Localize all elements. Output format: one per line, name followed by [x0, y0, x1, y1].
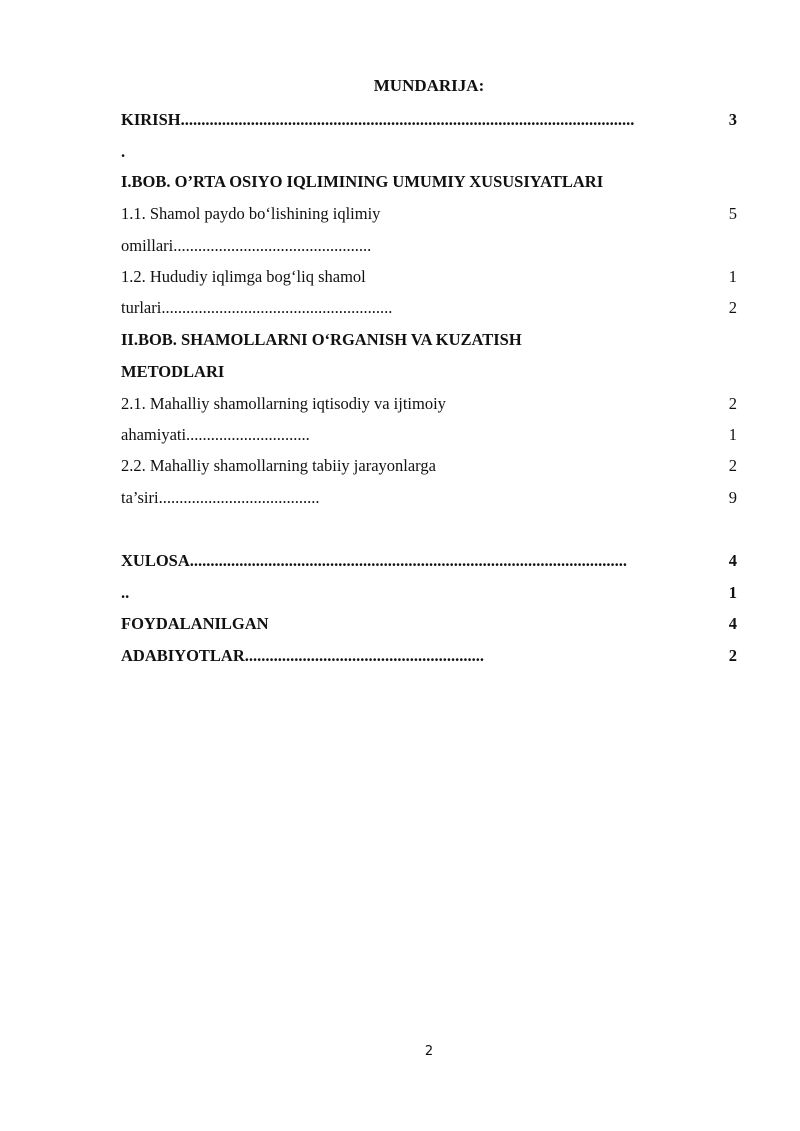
toc-section-2-2[interactable]: [121, 455, 737, 477]
toc-entry-text: ..: [121, 583, 130, 602]
toc-section-1-1[interactable]: [121, 203, 737, 225]
toc-page-number: 1: [728, 583, 737, 602]
toc-entry-text: FOYDALANILGAN: [121, 614, 269, 633]
toc-page-number: 1: [728, 425, 737, 444]
toc-entry-kirish[interactable]: [121, 109, 737, 131]
toc-entry-text: .: [121, 142, 126, 161]
toc-page-number: 1: [728, 267, 737, 286]
toc-page-number: 2: [728, 646, 737, 665]
page-title: MUNDARIJA:: [373, 76, 485, 95]
toc-page-number: 4: [728, 551, 737, 570]
toc-page-number: 9: [728, 488, 737, 507]
toc-chapter-1[interactable]: [121, 171, 737, 193]
toc-entry-text: 2.2. Mahalliy shamollarning tabiiy jarayonlarga: [121, 456, 436, 475]
toc-entry-text: XULOSA..........................................................................................................: [121, 551, 628, 570]
toc-entry-text: 1.1. Shamol paydo bo‘lishining iqlimiy: [121, 204, 381, 223]
toc-entry-text: omillari................................................: [121, 236, 372, 255]
toc-entry-text: KIRISH..............................................................................................................: [121, 110, 635, 129]
toc-section-2-2-cont[interactable]: [121, 487, 737, 509]
toc-chapter-2[interactable]: [121, 329, 737, 351]
toc-page-number: 2: [728, 298, 737, 317]
toc-entry-xulosa-cont[interactable]: [121, 582, 737, 604]
toc-entry-references-cont[interactable]: [121, 645, 737, 667]
toc-section-2-1-cont[interactable]: [121, 424, 737, 446]
toc-entry-xulosa[interactable]: [121, 550, 737, 572]
toc-section-1-2[interactable]: [121, 266, 737, 288]
toc-entry-text: I.BOB. O’RTA OSIYO IQLIMINING UMUMIY XUSUSIYATLARI: [121, 172, 604, 191]
toc-section-1-2-cont[interactable]: [121, 297, 737, 319]
toc-page-number: 5: [728, 204, 737, 223]
toc-continuation: [121, 141, 737, 163]
toc-entry-text: 1.2. Hududiy iqlimga bog‘liq shamol: [121, 267, 366, 286]
toc-section-2-1[interactable]: [121, 393, 737, 415]
toc-entry-references[interactable]: [121, 613, 737, 635]
toc-entry-text: II.BOB. SHAMOLLARNI O‘RGANISH VA KUZATISH: [121, 330, 522, 349]
toc-page-number: 3: [728, 110, 737, 129]
toc-section-1-1-cont[interactable]: [121, 235, 737, 257]
page-number: 2: [424, 1044, 434, 1059]
toc-page-number: 2: [728, 394, 737, 413]
toc-entry-text: METODLARI: [121, 362, 225, 381]
toc-entry-text: ahamiyati..............................: [121, 425, 310, 444]
toc-chapter-2-cont[interactable]: [121, 361, 737, 383]
toc-page-number: 2: [728, 456, 737, 475]
toc-entry-text: 2.1. Mahalliy shamollarning iqtisodiy va ijtimoiy: [121, 394, 446, 413]
toc-entry-text: ADABIYOTLAR..........................................................: [121, 646, 485, 665]
toc-page-number: 4: [728, 614, 737, 633]
toc-entry-text: ta’siri.......................................: [121, 488, 320, 507]
toc-entry-text: turlari........................................................: [121, 298, 393, 317]
